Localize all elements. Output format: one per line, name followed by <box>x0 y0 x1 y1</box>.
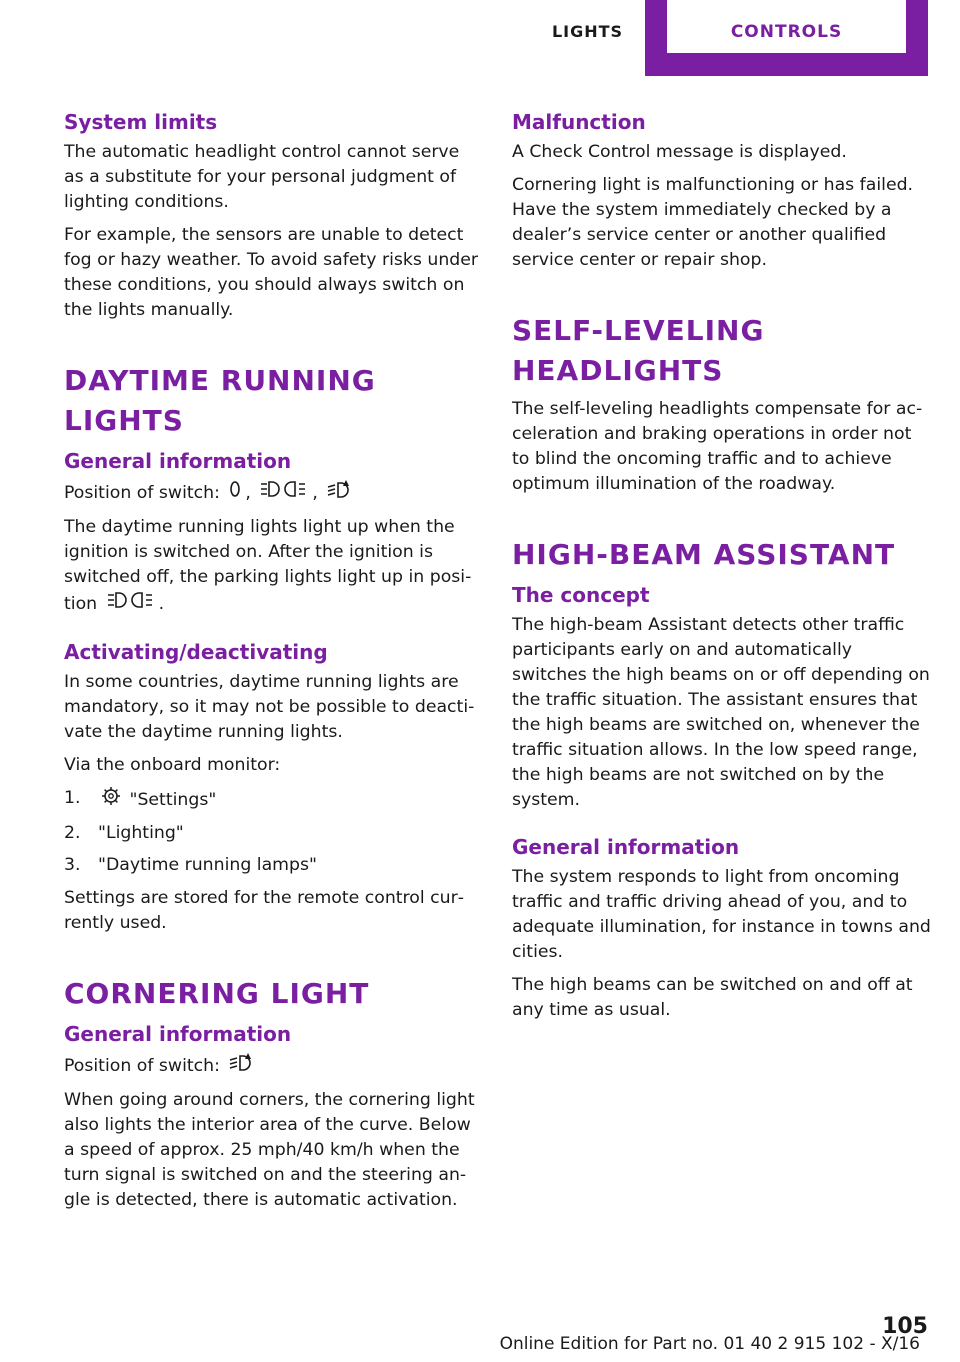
switch-paragraph: The high beams can be switched on and off at any time as usual. <box>512 975 913 1020</box>
responds-paragraph: The system responds to light from oncoming traffic and traffic driving ahead of you, and to adequate illumination, for instance in towns and cities. <box>512 867 931 962</box>
list-item: 3. "Daytime running lamps" <box>64 855 317 875</box>
high-beam-general-heading: General information <box>512 835 740 859</box>
malfunction-heading: Malfunction <box>512 110 646 134</box>
malfunction-paragraph-1: A Check Control message is displayed. <box>512 142 847 162</box>
system-limits-paragraph-2: For example, the sensors are unable to detect fog or hazy weather. To avoid safety risks under these conditions, you should always switch on the lights manually. <box>64 225 479 320</box>
concept-paragraph: The high-beam Assistant detects other traffic participants early on and automatically switches the high beams on or off depending on the traffic situation. The assistant ensures that the high beams are switched on, whenever the traffic situation allows. In the low speed range, the high beams are not switched on by the system. <box>512 615 930 810</box>
page-header <box>0 0 960 76</box>
cornering-light-title: CORNERING LIGHT <box>64 977 370 1010</box>
parking-lights-icon <box>106 590 156 618</box>
activating-heading: Activating/deactivating <box>64 640 328 664</box>
left-column <box>64 108 484 1221</box>
chapter-tab <box>645 0 928 76</box>
daytime-general-heading: General information <box>64 449 292 473</box>
daytime-switch-position: Position of switch: , , <box>64 479 484 507</box>
concept-heading: The concept <box>512 583 650 607</box>
chapter-label: CONTROLS <box>730 22 843 42</box>
system-limits-heading: System limits <box>64 110 218 134</box>
list-item: 1. "Settings" <box>64 786 484 814</box>
cornering-switch-position: Position of switch: <box>64 1052 484 1080</box>
system-limits-paragraph-1: The automatic headlight control cannot serve as a substitute for your personal judgment of lighting conditions. <box>64 142 460 212</box>
section-label: LIGHTS <box>551 22 624 41</box>
daytime-running-paragraph: The daytime running lights light up when the ignition is switched on. After the ignition is switched off, the parking lights light up in posi‐tion . <box>64 515 484 618</box>
self-leveling-title: SELF-LEVELING HEADLIGHTS <box>512 314 765 387</box>
high-beam-title: HIGH-BEAM ASSISTANT <box>512 538 896 571</box>
self-leveling-paragraph: The self-leveling headlights compensate for ac‐celeration and braking operations in order not to blind the oncoming traffic and to achieve optimum illumination of the roadway. <box>512 399 923 494</box>
countries-paragraph: In some countries, daytime running lights are mandatory, so it may not be possible to deacti‐vate the daytime running lights. <box>64 672 475 742</box>
steps-list <box>64 786 484 878</box>
page-number: 105 <box>882 1314 928 1339</box>
switch-off-icon <box>228 479 242 507</box>
settings-gear-icon <box>101 786 121 814</box>
via-monitor-paragraph: Via the onboard monitor: <box>64 755 281 775</box>
malfunction-paragraph-2: Cornering light is malfunctioning or has failed. Have the system immediately checked by a dealer’s service center or another qualified service center or repair shop. <box>512 175 914 270</box>
list-item: 2. "Lighting" <box>64 823 184 843</box>
automatic-headlight-icon <box>326 479 352 507</box>
right-column <box>512 108 932 1031</box>
edition-footer: Online Edition for Part no. 01 40 2 915 102 - X/16 <box>499 1334 920 1354</box>
automatic-headlight-icon <box>228 1052 254 1080</box>
daytime-running-lights-title: DAYTIME RUNNING LIGHTS <box>64 364 376 437</box>
parking-lights-icon <box>259 479 309 507</box>
cornering-paragraph: When going around corners, the cornering light also lights the interior area of the curve. Below a speed of approx. 25 mph/40 km/h when the turn signal is switched on and the steering an‐gle is detected, there is automatic activation. <box>64 1090 475 1210</box>
cornering-general-heading: General information <box>64 1022 292 1046</box>
settings-stored-paragraph: Settings are stored for the remote control cur‐rently used. <box>64 888 464 933</box>
